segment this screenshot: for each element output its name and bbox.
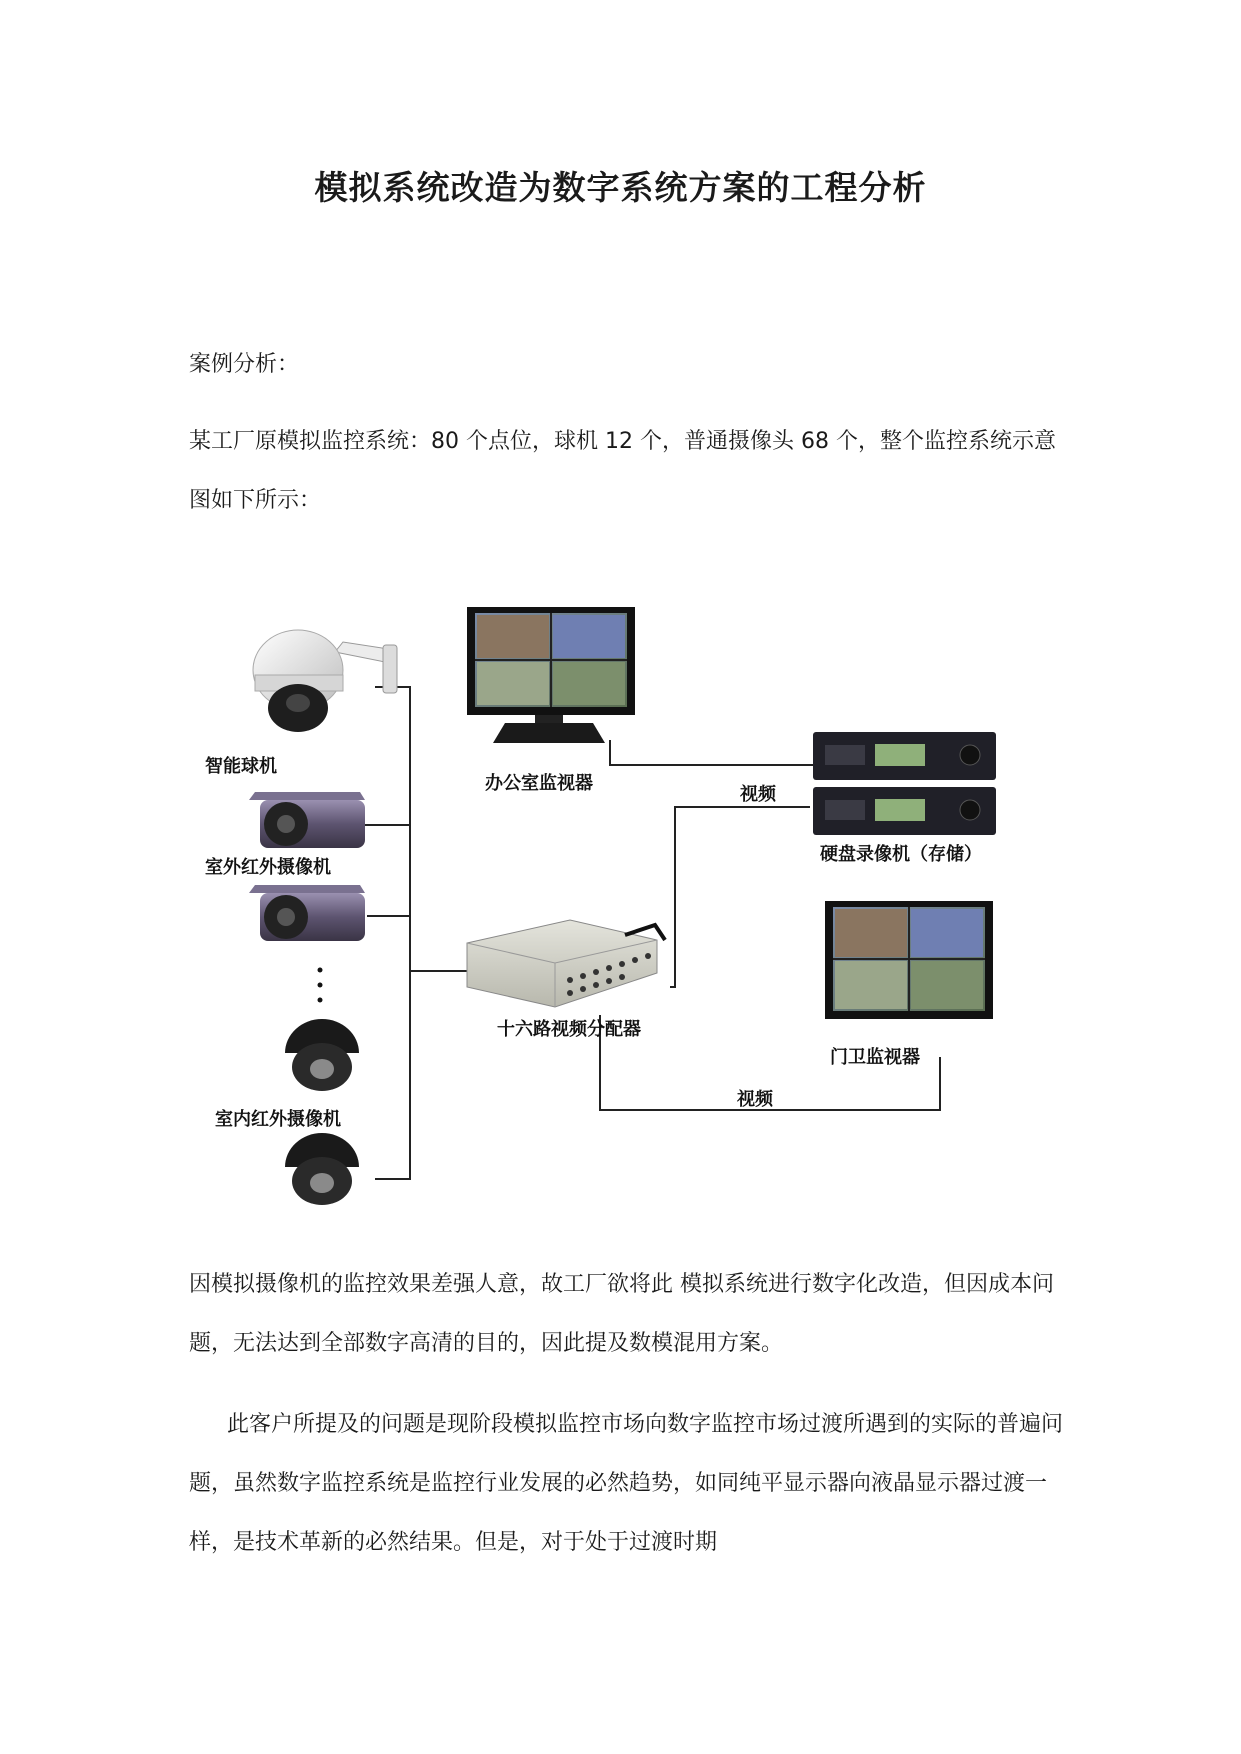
dvr-label: 硬盘录像机（存储）: [820, 844, 982, 865]
surveillance-system-diagram: [185, 595, 1005, 1235]
indoor-ir-camera-label: 室内红外摄像机: [215, 1109, 341, 1130]
camera-bus-wires: [365, 687, 467, 1179]
video-label-top: 视频: [740, 784, 776, 805]
intro-paragraph: 某工厂原模拟监控系统：80 个点位，球机 12 个，普通摄像头 68 个，整个监控系统示意图如下所示：: [189, 429, 1056, 513]
ptz-camera-label: 智能球机: [205, 756, 277, 777]
page-title: 模拟系统改造为数字系统方案的工程分析: [314, 168, 927, 207]
outdoor-ir-camera-icon: [249, 792, 365, 848]
body-paragraph-2: 此客户所提及的问题是现阶段模拟监控市场向数字监控市场过渡所遇到的实际的普遍问题，虽然数字监控系统是监控行业发展的必然趋势，如同纯平显示器向液晶显示器过渡一样，是技术革新的必然结果。但是，对于处于过渡时期: [189, 1412, 1064, 1555]
body-paragraph-1: 因模拟摄像机的监控效果差强人意，故工厂欲将此 模拟系统进行数字化改造，但因成本问题，无法达到全部数字高清的目的，因此提及数模混用方案。: [189, 1272, 1054, 1356]
gate-monitor-label: 门卫监视器: [830, 1047, 920, 1068]
office-monitor-icon: [467, 607, 635, 743]
outdoor-ir-camera-label: 室外红外摄像机: [205, 857, 331, 878]
more-cameras-ellipsis-icon: [318, 968, 323, 1003]
video-splitter-label: 十六路视频分配器: [497, 1019, 641, 1040]
gate-monitor-icon: [825, 901, 993, 1019]
video-label-bottom: 视频: [737, 1089, 773, 1110]
dvr-icon: [813, 732, 996, 835]
outdoor-ir-camera-icon: [249, 885, 365, 941]
indoor-ir-camera-icon: [285, 1019, 359, 1091]
office-monitor-label: 办公室监视器: [485, 773, 593, 794]
ptz-camera-icon: [253, 630, 397, 732]
case-heading: 案例分析：: [189, 352, 300, 377]
video-splitter-icon: [467, 920, 665, 1007]
indoor-ir-camera-icon: [285, 1133, 359, 1205]
